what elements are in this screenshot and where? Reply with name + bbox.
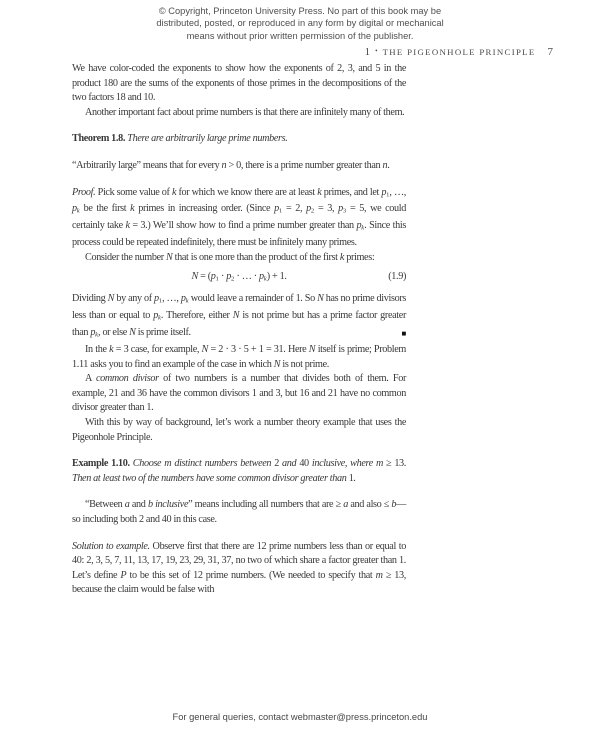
chapter-title: THE PIGEONHOLE PRINCIPLE: [382, 47, 536, 57]
paragraph-common-divisor: A common divisor of two numbers is a number that divides both of them. For example, 21 and 36 have the common divisors 1 and 3, but 16 and 21 have no common divisor greater than 1.: [72, 373, 406, 414]
proof-paragraph: Proof. Pick some value of k for which we know there are at least k primes, and let $p_1$, …, $p_k$ be the first k primes in increasing order. (Since $p_1 = 2$, $p_2 = 3$, $p_3 = 5$, we could certainly take k = 3.) We’ll show how to find a prime number greater than $p_k$. Since this process could be repeated indefinitely, there must be infinitely many primes.: [72, 186, 407, 249]
page-footer: [0, 712, 600, 722]
copyright-line: distributed, posted, or reproduced in any form by digital or mechanical: [156, 18, 444, 29]
copyright-line: means without prior written permission of the publisher.: [186, 30, 414, 41]
equation-1-9: [72, 270, 406, 287]
text-column: [72, 62, 406, 598]
paragraph-between-inclusive: “Between a and b inclusive” means including all numbers that are ≥ a and also ≤ b—so including both 2 and 40 in this case.: [72, 499, 407, 526]
paragraph-k3-case: In the k = 3 case, for example, N = 2 · 3 · 5 + 1 = 31. Here N itself is prime; Problem 1.11 asks you to find an example of the case in which N is not prime.: [72, 344, 407, 370]
paragraph-color-coded: We have color-coded the exponents to show how the exponents of 2, 3, and 5 in the product 180 are the sums of the exponents of those primes in the decompositions of the two factors 18 and 10.: [72, 63, 406, 104]
page-number: 7: [547, 46, 553, 58]
chapter-number: 1: [364, 46, 371, 58]
paragraph-consider-n: Consider the number N that is one more than the product of the first k primes:: [85, 251, 375, 263]
example-1-10: Example 1.10. Choose m distinct numbers between 2 and 40 inclusive, where m ≥ 13. Then at least two of the numbers have some common divisor greater than 1.: [72, 458, 407, 484]
footer-text: For general queries, contact webmaster@press.princeton.edu: [172, 712, 428, 722]
qed-symbol: ■: [401, 328, 406, 338]
paragraph-background: With this by way of background, let’s work a number theory example that uses the Pigeonhole Principle.: [72, 417, 406, 443]
bullet-separator-icon: •: [375, 47, 378, 55]
copyright-line: © Copyright, Princeton University Press. No part of this book may be: [158, 6, 442, 16]
copyright-notice: [0, 5, 600, 42]
theorem-1-8: Theorem 1.8. There are arbitrarily large prime numbers.: [72, 133, 288, 145]
equation-number: (1.9): [388, 271, 406, 283]
paragraph-dividing-n: [72, 292, 406, 343]
paragraph-arbitrarily-large: “Arbitrarily large” means that for every n > 0, there is a prime number greater than n.: [72, 159, 390, 171]
paragraph-dividing-n-text: Dividing N by any of $p_1$, …, $p_k$ would leave a remainder of 1. So N has no prime divisors less than or equal to $p_k$. Therefore, either N is not prime but has a prime factor greater than $p_k$, or else N is prime itself.: [72, 293, 406, 339]
equation-formula: $N = (p_1 \cdot p_2$ · … · $p_k) + 1$.: [191, 271, 287, 283]
paragraph-infinitely-many: Another important fact about prime numbers is that there are infinitely many of them.: [85, 106, 405, 118]
solution-paragraph: Solution to example. Observe first that there are 12 prime numbers less than or equal to 40: 2, 3, 5, 7, 11, 13, 17, 19, 23, 29, 31, 37, no two of which share a factor greater than 1. Let’s define P to be this set of 12 prime numbers. (We needed to specify that m ≥ 13, because the claim would be false with: [72, 540, 406, 596]
running-head: [365, 42, 553, 60]
